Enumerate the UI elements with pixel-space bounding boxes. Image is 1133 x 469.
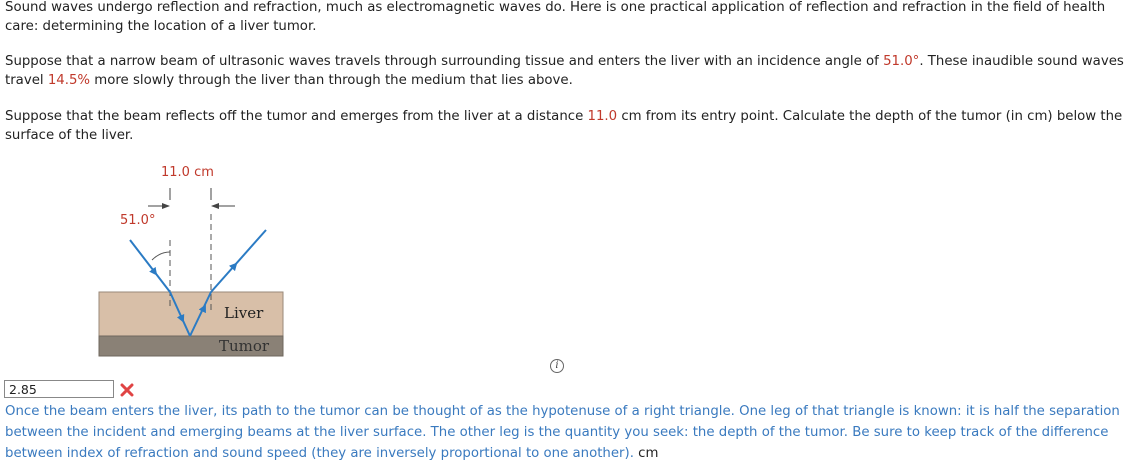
incidence-angle-value: 51.0° xyxy=(883,54,920,69)
question-text-a: Suppose that the beam reflects off the tumor and emerges from the liver at a distance xyxy=(5,109,588,124)
x-mark-icon xyxy=(120,383,134,397)
incident-beam-arrow xyxy=(130,240,156,274)
problem-paragraph-setup xyxy=(5,52,1129,90)
feedback-text: Once the beam enters the liver, its path to the tumor can be thought of as the hypotenuse of a right triangle. One leg of that triangle is known: it is half the separation between the incident and emerging beams at the liver surface. The other leg is the quantity you seek: the depth of the tumor. Be sure to keep track of the difference between index of refraction and sound speed (they are inversely proportional to one another). xyxy=(5,404,1120,461)
problem-paragraph-question xyxy=(5,107,1129,145)
incidence-angle-arc xyxy=(152,252,170,260)
tumor-label: Tumor xyxy=(219,337,270,355)
liver-label: Liver xyxy=(224,304,264,322)
answer-input[interactable] xyxy=(4,380,114,398)
problem-paragraph-intro: Sound waves undergo reflection and refraction, much as electromagnetic waves do. Here is one practical application of reflection and refraction in the field of health care: determining the location of a liver tumor. xyxy=(5,0,1106,34)
distance-value: 11.0 xyxy=(587,109,618,124)
setup-text-c: more slowly through the liver than through the medium that lies above. xyxy=(90,73,573,88)
angle-label: 51.0° xyxy=(120,213,156,228)
info-icon[interactable]: i xyxy=(550,359,564,373)
diagram-svg xyxy=(90,160,300,360)
distance-label: 11.0 cm xyxy=(161,165,214,180)
speed-percent-value: 14.5% xyxy=(47,73,91,88)
feedback-hint xyxy=(5,401,1131,464)
setup-text-a: Suppose that a narrow beam of ultrasonic waves travels through surrounding tissue and enters the liver with an incidence angle of xyxy=(5,54,884,69)
question-text-b: cm from its entry point. Calculate the depth of the tumor (in cm) below the surface of the liver. xyxy=(5,109,1123,143)
answer-unit: cm xyxy=(638,446,659,461)
liver-tumor-diagram xyxy=(90,160,300,360)
setup-text-b: . These inaudible sound waves travel xyxy=(5,54,1124,88)
emerging-beam-arrow xyxy=(211,264,236,292)
